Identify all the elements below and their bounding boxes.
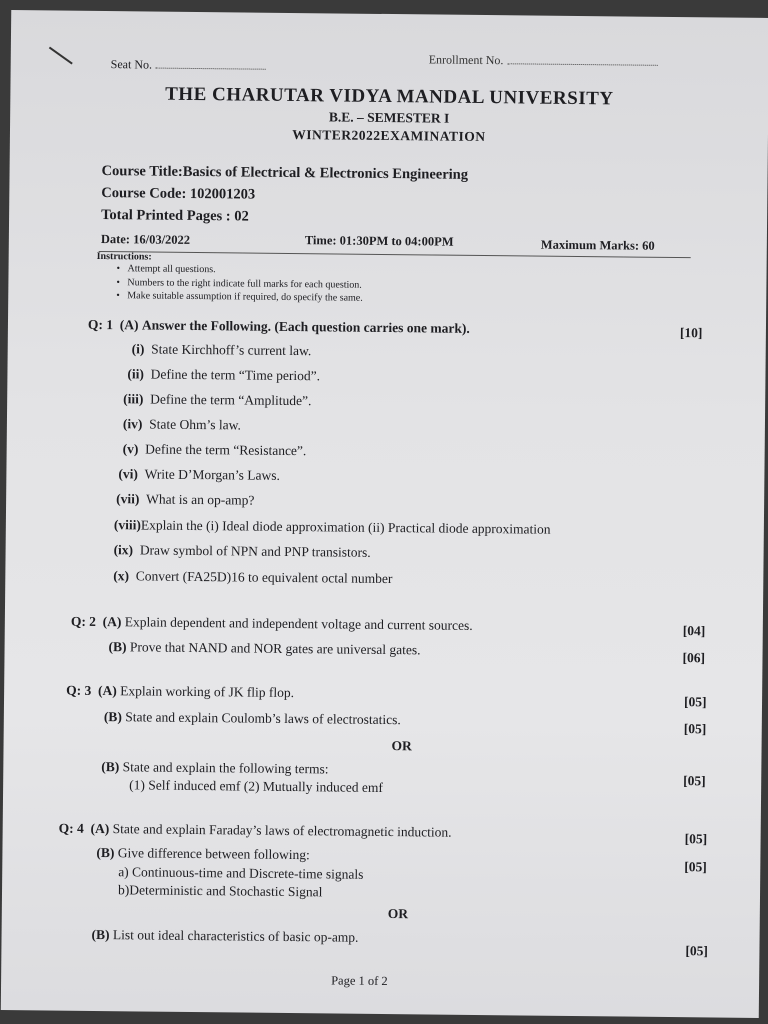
exam-date: Date: 16/03/2022 xyxy=(100,232,191,247)
course-code: Course Code: 102001203 xyxy=(101,185,256,203)
q3-b2-marks: [05] xyxy=(683,773,706,789)
q1-item: (iv) State Ohm’s law. xyxy=(122,416,242,433)
exam-time: Time: 01:30PM to 04:00PM xyxy=(304,233,454,249)
pen-mark xyxy=(49,47,73,65)
q3-a-marks: [05] xyxy=(683,694,707,710)
q1-item: (i) State Kirchhoff’s current law. xyxy=(131,341,312,359)
q3-or: OR xyxy=(391,738,412,754)
exam-title: WINTER2022EXAMINATION xyxy=(292,127,486,145)
q4-b-marks: [05] xyxy=(684,859,707,875)
q1-marks: [10] xyxy=(679,325,703,341)
instruction-item: • Numbers to the right indicate full marks for each question. xyxy=(116,277,362,291)
q3-b-marks: [05] xyxy=(683,721,707,737)
instruction-item: • Make suitable assumption if required, do specify the same. xyxy=(116,290,363,304)
q1-item: (ii) Define the term “Time period”. xyxy=(127,366,321,384)
q4-part-b-alt: (B) List out ideal characteristics of basic op-amp. xyxy=(91,926,359,945)
semester-title: B.E. – SEMESTER I xyxy=(328,109,450,126)
enrollment-label: Enrollment No. xyxy=(428,52,504,68)
seat-label: Seat No. xyxy=(110,57,153,72)
max-marks: Maximum Marks: 60 xyxy=(540,237,655,253)
q3-part-b-alt-terms: (1) Self induced emf (2) Mutually induced emf xyxy=(129,777,384,795)
q1-item: (x) Convert (FA25D)16 to equivalent octal number xyxy=(113,568,393,587)
enrollment-field xyxy=(429,52,658,69)
q3-part-a: Q: 3 (A) Explain working of JK flip flop. xyxy=(66,682,295,701)
exam-paper xyxy=(1,10,768,1018)
q1-item: (iii) Define the term “Amplitude”. xyxy=(123,391,312,409)
q4-part-b-line3: b)Deterministic and Stochastic Signal xyxy=(117,882,323,900)
page-number: Page 1 of 2 xyxy=(331,973,388,989)
q2-part-a: Q: 2 (A) Explain dependent and independent voltage and current sources. xyxy=(70,613,473,633)
q1-item: (vi) Write D’Morgan’s Laws. xyxy=(118,466,281,483)
q1-item: (viii)Explain the (i) Ideal diode approximation (ii) Practical diode approximation xyxy=(113,517,551,537)
q3-part-b: (B) State and explain Coulomb’s laws of electrostatics. xyxy=(103,709,401,728)
q4-part-b-line2: a) Continuous-time and Discrete-time signals xyxy=(118,864,364,882)
q1-item: (v) Define the term “Resistance”. xyxy=(122,441,307,459)
q4-part-a: Q: 4 (A) State and explain Faraday’s laws of electromagnetic induction. xyxy=(58,820,452,840)
instruction-item: • Attempt all questions. xyxy=(116,263,216,276)
q1-heading: Q: 1 (A) Answer the Following. (Each question carries one mark). xyxy=(87,316,470,336)
q4-b2-marks: [05] xyxy=(685,943,709,959)
q4-a-marks: [05] xyxy=(684,831,708,847)
q1-item: (vii) What is an op-amp? xyxy=(116,491,255,508)
q3-part-b-alt: (B) State and explain the following terms: xyxy=(101,759,329,777)
total-pages: Total Printed Pages : 02 xyxy=(101,207,249,225)
seat-number-field xyxy=(111,57,266,74)
q1-item: (ix) Draw symbol of NPN and PNP transistors. xyxy=(113,542,371,560)
university-title: THE CHARUTAR VIDYA MANDAL UNIVERSITY xyxy=(165,83,614,110)
course-title: Course Title:Basics of Electrical & Electronics Engineering xyxy=(101,163,469,183)
q2-part-b: (B) Prove that NAND and NOR gates are universal gates. xyxy=(108,639,421,658)
enrollment-blank xyxy=(507,53,657,66)
q4-or: OR xyxy=(387,906,409,922)
instructions-heading: Instructions: xyxy=(96,250,152,263)
q4-part-b: (B) Give difference between following: xyxy=(96,844,310,863)
q2-b-marks: [06] xyxy=(682,650,706,666)
seat-blank xyxy=(156,58,266,70)
q2-a-marks: [04] xyxy=(682,623,706,639)
